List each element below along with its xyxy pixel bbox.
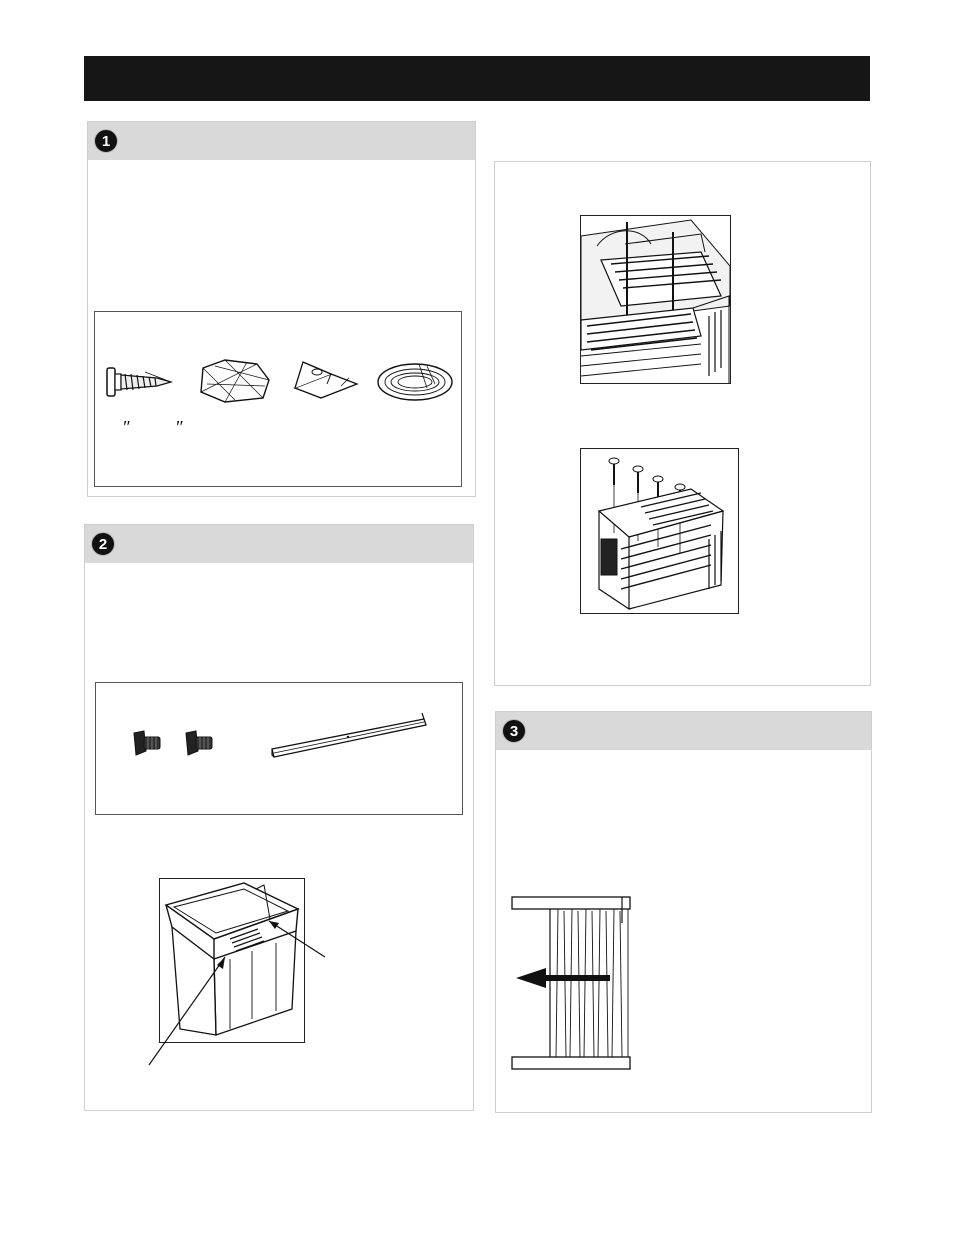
page-title-bar	[84, 56, 870, 101]
accordion-panel-figure	[510, 895, 634, 1075]
top-rail-icon	[268, 711, 430, 763]
step-3-panel	[495, 711, 872, 1113]
parts-mark-b: ″	[175, 417, 183, 437]
step-1-number-badge: 1	[94, 129, 118, 153]
screw-icon	[105, 362, 175, 402]
step-2-parts-box	[95, 682, 463, 815]
step-1-parts-box	[94, 311, 462, 487]
pointer-arrow-right	[261, 911, 331, 961]
angle-bracket-icon	[291, 358, 361, 404]
step-1-header	[88, 122, 475, 160]
step-2-number-badge: 2	[91, 532, 115, 556]
step-3-header	[496, 712, 871, 750]
step-2-header	[85, 525, 473, 563]
parts-mark-a: ″	[122, 417, 130, 437]
foam-strip-roll-icon	[375, 358, 455, 404]
bolt-icon	[182, 729, 216, 759]
step-3-number-badge: 3	[502, 719, 526, 743]
step-1-panel	[87, 121, 476, 497]
top-rail-screws-figure	[580, 448, 739, 614]
step-2-panel	[84, 524, 474, 1111]
pointer-arrow-left	[145, 949, 235, 1069]
step-2-figures-panel	[494, 161, 871, 686]
cabinet-rail-figure	[580, 215, 731, 384]
foam-seal-icon	[195, 356, 273, 406]
bolt-icon	[130, 729, 164, 759]
